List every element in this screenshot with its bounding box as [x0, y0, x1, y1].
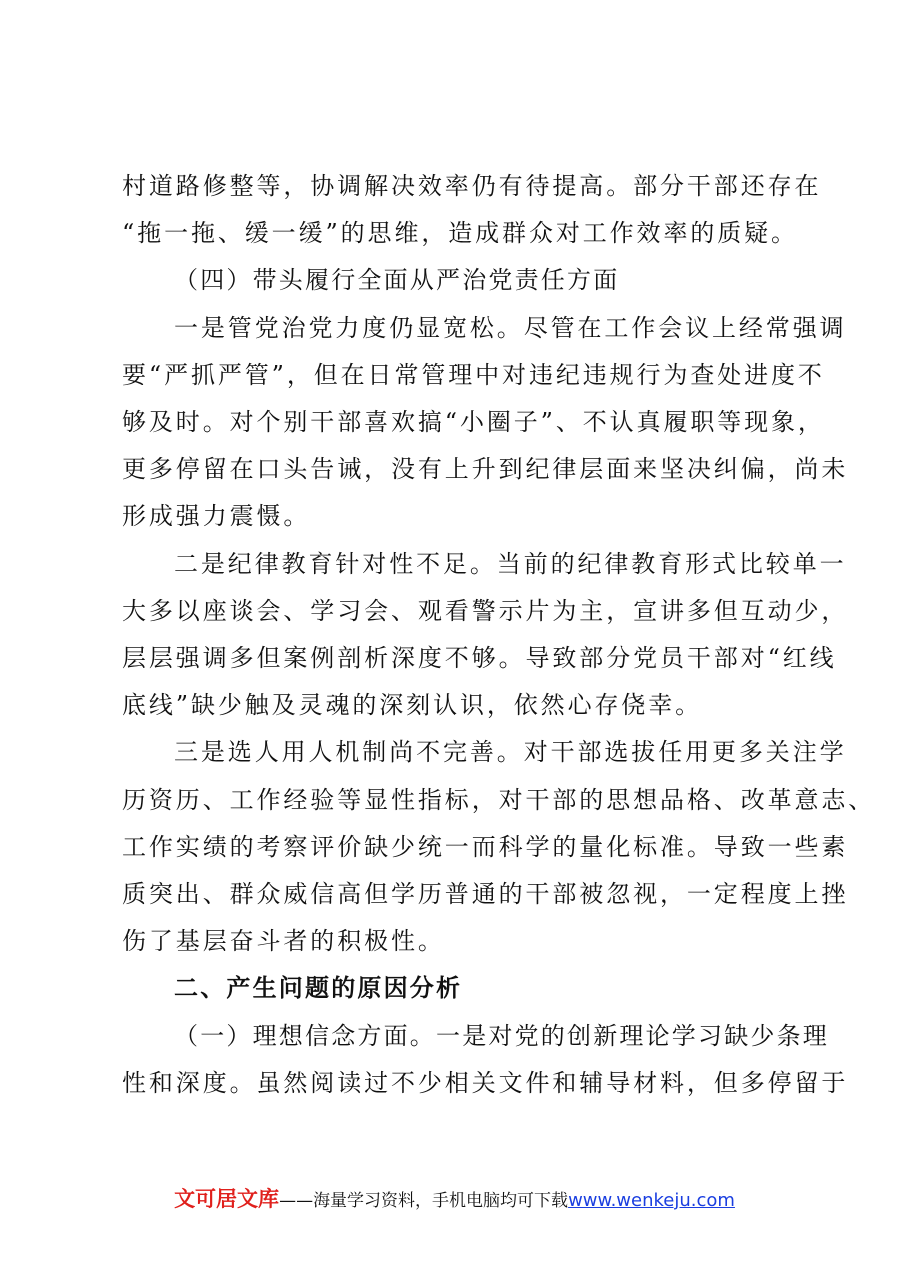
paragraph-line: 村道路修整等，协调解决效率仍有待提高。部分干部还存在	[122, 172, 822, 200]
paragraph-line: 二是纪律教育针对性不足。当前的纪律教育形式比较单一	[174, 549, 847, 578]
paragraph-line: 历资历、工作经验等显性指标，对干部的思想品格、改革意志、	[122, 785, 876, 814]
paragraph-line: “拖一拖、缓一缓”的思维，造成群众对工作效率的质疑。	[122, 219, 798, 248]
section-heading: 二、产生问题的原因分析	[174, 974, 463, 1003]
paragraph-line: 质突出、群众威信高但学历普通的干部被忽视，一定程度上挫	[122, 880, 849, 909]
paragraph-line: 够及时。对个别干部喜欢搞“小圈子”、不认真履职等现象，	[122, 408, 825, 437]
document-body	[122, 163, 876, 1107]
footer-banner	[0, 1183, 909, 1213]
section-subheading-paragraph: （一）理想信念方面。一是对党的创新理论学习缺少条理	[174, 1021, 829, 1050]
paragraph-line: 底线”缺少触及灵魂的深刻认识，依然心存侥幸。	[122, 691, 703, 720]
footer-slogan: ——海量学习资料，手机电脑均可下载	[279, 1191, 569, 1211]
paragraph-line: 大多以座谈会、学习会、观看警示片为主，宣讲多但互动少，	[122, 596, 849, 625]
paragraph-line: 三是选人用人机制尚不完善。对干部选拔任用更多关注学	[174, 738, 847, 767]
paragraph-line: 更多停留在口头告诫，没有上升到纪律层面来坚决纠偏，尚未	[122, 455, 849, 484]
paragraph-line: 形成强力震慑。	[122, 502, 311, 531]
paragraph-line: 伤了基层奋斗者的积极性。	[122, 927, 445, 956]
footer-website-link[interactable]: www.wenkeju.com	[568, 1190, 735, 1211]
paragraph-line: 性和深度。虽然阅读过不少相关文件和辅导材料，但多停留于	[122, 1068, 849, 1097]
paragraph-line: 一是管党治党力度仍显宽松。尽管在工作会议上经常强调	[174, 313, 847, 342]
footer-brand: 文可居文库	[174, 1187, 280, 1211]
paragraph-line: 要“严抓严管”，但在日常管理中对违纪违规行为查处进度不	[122, 360, 825, 389]
paragraph-line: 层层强调多但案例剖析深度不够。导致部分党员干部对“红线	[122, 644, 837, 673]
section-subheading: （四）带头履行全面从严治党责任方面	[174, 266, 620, 295]
paragraph-line: 工作实绩的考察评价缺少统一而科学的量化标准。导致一些素	[122, 832, 849, 861]
